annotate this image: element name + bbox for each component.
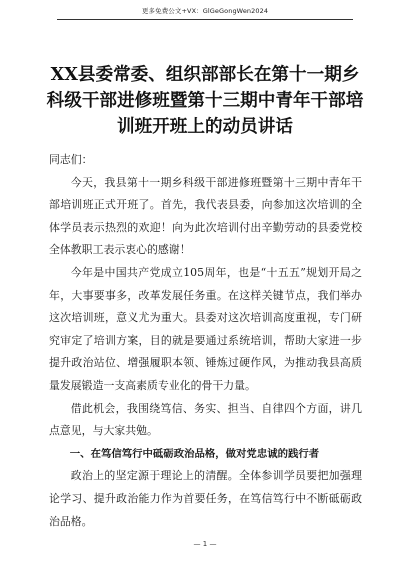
header-divider <box>57 19 353 20</box>
title-line-3: 训班开班上的动员讲话 <box>117 116 293 137</box>
paragraph-opening: 今天，我县第十一期乡科级干部进修班暨第十三期中青年干部培训班正式开班了。首先，我代表县委，向参加这次培训的全体学员表示热烈的欢迎！向为此次培训付出辛勤劳动的县委党校全体教职工表示衷心的感谢！ <box>49 175 362 257</box>
title-line-1: XX县委常委、组织部部长在第十一期乡 <box>50 64 360 85</box>
document-body <box>49 149 362 533</box>
page-number: — 1 — <box>193 540 217 548</box>
document-title <box>36 62 374 140</box>
salutation: 同志们： <box>49 153 93 166</box>
section-heading-1: 一、在笃信笃行中砥砺政治品格，做对党忠诚的践行者 <box>69 447 320 460</box>
paragraph-section-1: 政治上的坚定源于理论上的清醒。全体参训学员要把加强理论学习、提升政治能力作为首要任务，在笃信笃行中不断砥砺政治品格。 <box>49 469 362 528</box>
page-header: 更多免费公文+VX：GlGeGongWen2024 <box>141 7 269 15</box>
paragraph-transition: 借此机会，我围绕笃信、务实、担当、自律四个方面，讲几点意见，与大家共勉。 <box>49 401 362 438</box>
paragraph-context: 今年是中国共产党成立105周年，也是“十五五”规划开局之年，大事要事多，改革发展任务重。在这样关键节点，我们举办这次培训班，意义尤为重大。县委对这次培训高度重视，专门研究审定了培训方案，目的就是要通过系统培训，帮助大家进一步提升政治站位、增强履职本领、锤炼过硬作风，为推动我县高质量发展锻造一支高素质专业化的骨干力量。 <box>49 265 362 392</box>
title-line-2: 科级干部进修班暨第十三期中青年干部培 <box>46 90 364 111</box>
